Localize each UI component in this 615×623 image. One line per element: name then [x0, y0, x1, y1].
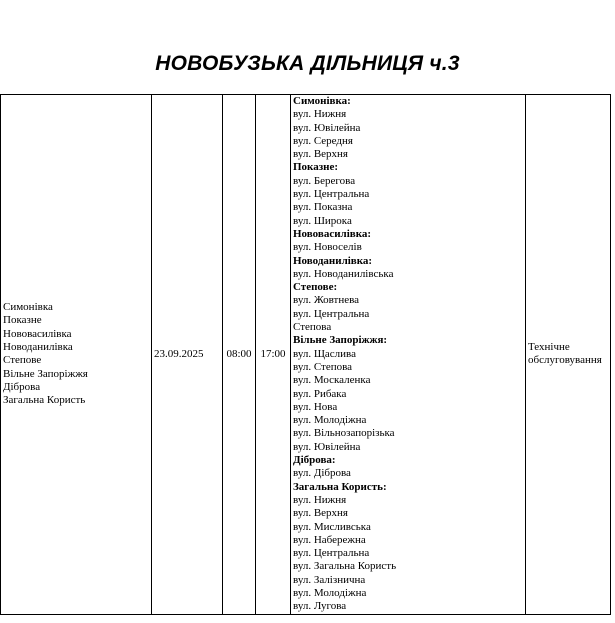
- streets-list: [293, 95, 523, 614]
- street-item: Степова: [293, 321, 332, 334]
- village-item: Нововасилівка: [3, 327, 72, 340]
- location-heading: Показне:: [293, 161, 339, 174]
- street-item: вул. Набережна: [293, 533, 366, 546]
- village-item: Вільне Запоріжжя: [3, 367, 88, 380]
- location-heading: Вільне Запоріжжя:: [293, 334, 388, 347]
- page-title: НОВОБУЗЬКА ДІЛЬНИЦЯ ч.3: [155, 52, 460, 75]
- village-item: Симонівка: [3, 301, 53, 314]
- street-item: вул. Центральна: [293, 188, 370, 201]
- village-item: Загальна Користь: [3, 394, 86, 407]
- street-item: вул. Загальна Користь: [293, 560, 397, 573]
- street-item: вул. Новоданилівська: [293, 267, 394, 280]
- street-item: вул. Лугова: [293, 600, 347, 613]
- location-heading: Симонівка:: [293, 95, 351, 107]
- village-item: Степове: [3, 354, 42, 367]
- street-item: вул. Верхня: [293, 507, 348, 520]
- street-item: вул. Нова: [293, 400, 338, 413]
- street-item: вул. Залізнична: [293, 573, 366, 586]
- location-heading: Нововасилівка:: [293, 227, 372, 240]
- village-item: Показне: [3, 314, 42, 327]
- table-row: [1, 95, 611, 615]
- street-item: вул. Молодіжна: [293, 586, 367, 599]
- street-item: вул. Широка: [293, 214, 352, 227]
- location-heading: Діброва:: [293, 454, 336, 467]
- village-item: Новоданилівка: [3, 340, 73, 353]
- street-item: вул. Степова: [293, 360, 353, 373]
- street-item: вул. Середня: [293, 134, 353, 147]
- street-item: вул. Центральна: [293, 307, 370, 320]
- start-time-cell: 08:00: [223, 95, 256, 615]
- location-heading: Новоданилівка:: [293, 254, 373, 267]
- schedule-table: [0, 94, 611, 615]
- location-heading: Степове:: [293, 281, 338, 294]
- street-item: вул. Діброва: [293, 467, 351, 480]
- street-item: вул. Жовтнева: [293, 294, 360, 307]
- villages-list: [3, 301, 149, 407]
- street-item: вул. Щаслива: [293, 347, 356, 360]
- street-item: вул. Ювілейна: [293, 440, 361, 453]
- street-item: вул. Вільнозапорізька: [293, 427, 395, 440]
- village-item: Діброва: [3, 380, 41, 393]
- street-item: вул. Мисливська: [293, 520, 371, 533]
- street-item: вул. Москаленка: [293, 374, 371, 387]
- street-item: вул. Нижня: [293, 108, 347, 121]
- street-item: вул. Нижня: [293, 493, 347, 506]
- streets-cell: [291, 95, 526, 615]
- street-item: вул. Берегова: [293, 174, 356, 187]
- street-item: вул. Ювілейна: [293, 121, 361, 134]
- end-time-cell: 17:00: [256, 95, 291, 615]
- street-item: вул. Рибака: [293, 387, 347, 400]
- street-item: вул. Молодіжна: [293, 414, 367, 427]
- street-item: вул. Центральна: [293, 547, 370, 560]
- work-type-cell: [526, 95, 611, 615]
- location-heading: Загальна Користь:: [293, 480, 387, 493]
- street-item: вул. Новоселів: [293, 241, 362, 254]
- street-item: вул. Верхня: [293, 148, 348, 161]
- villages-cell: [1, 95, 152, 615]
- date-cell: 23.09.2025: [152, 95, 223, 615]
- street-item: вул. Показна: [293, 201, 353, 214]
- work-type-label: Технічне обслуговування: [528, 340, 602, 367]
